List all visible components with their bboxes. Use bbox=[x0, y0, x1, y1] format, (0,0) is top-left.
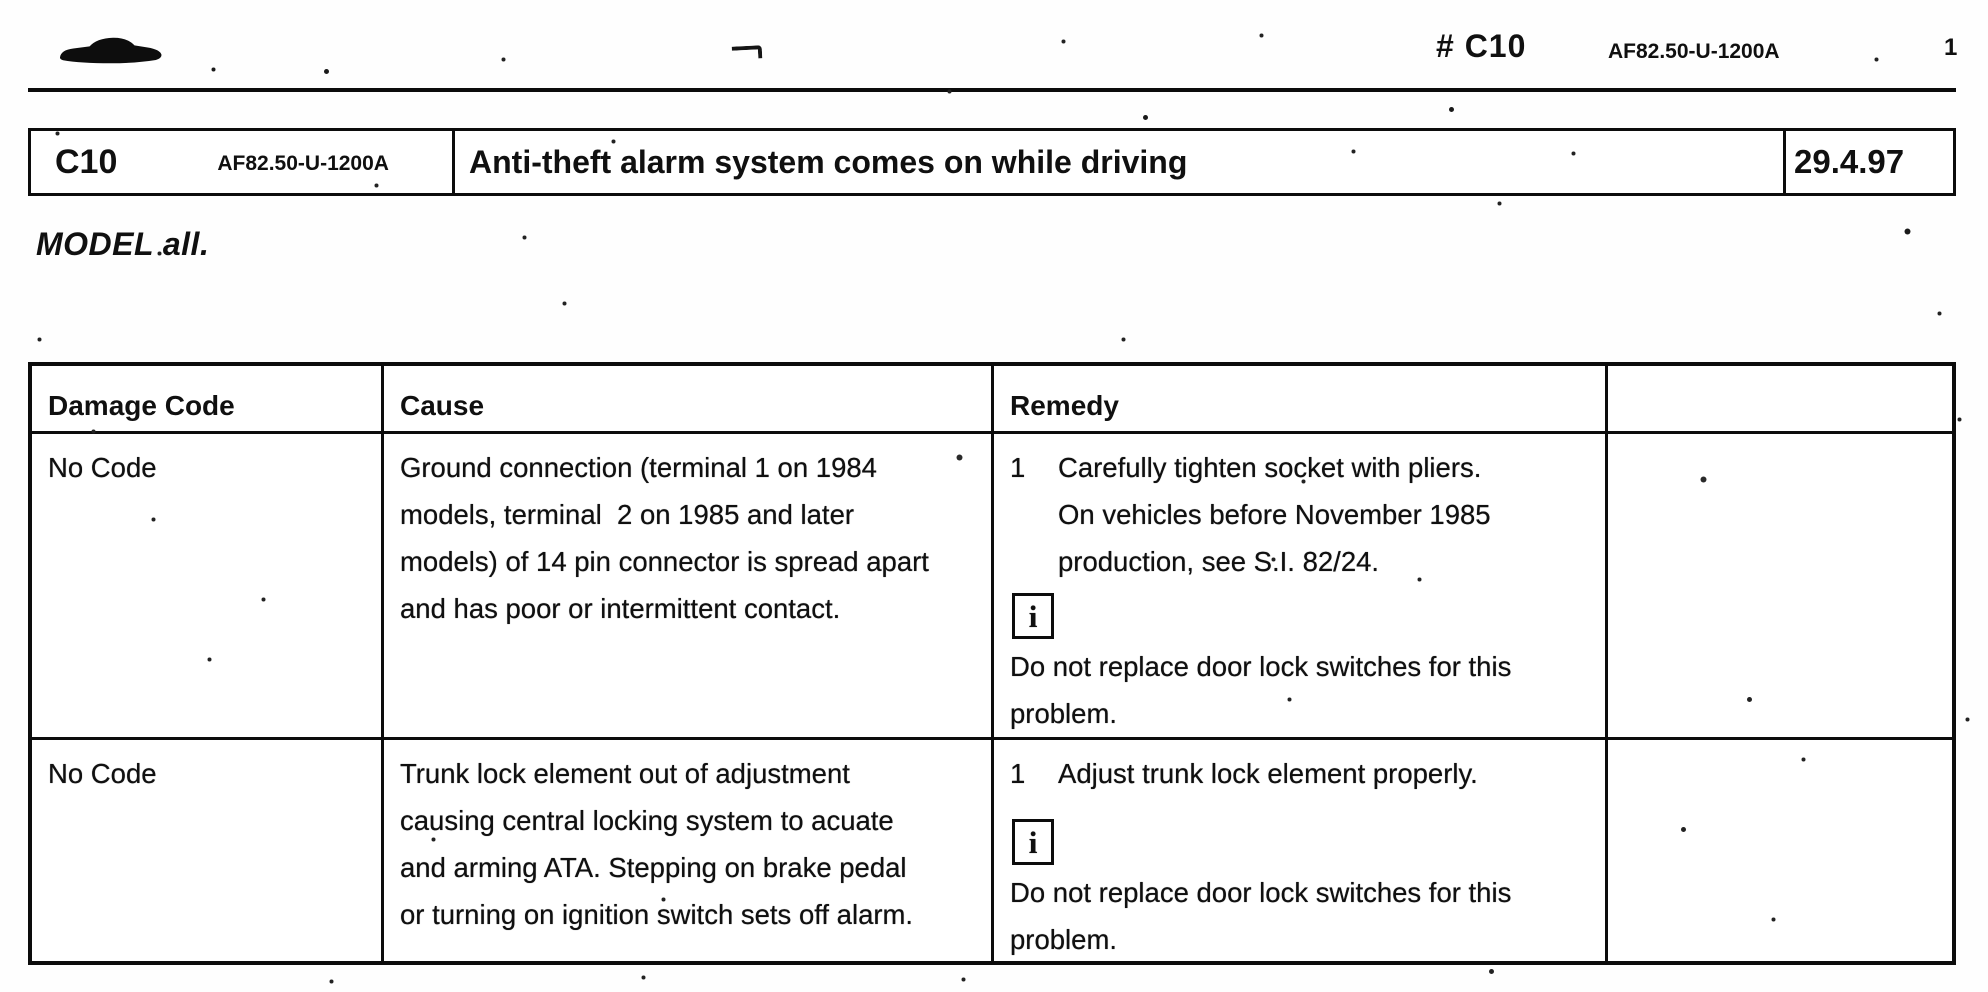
cause-line: causing central locking system to acuate bbox=[400, 805, 894, 836]
remedy-line: production, see S.I. 82/24. bbox=[1058, 546, 1380, 577]
remedy-step bbox=[1010, 750, 1595, 797]
table-row-2-cause bbox=[384, 740, 994, 963]
cause-line: Trunk lock element out of adjustment bbox=[400, 758, 850, 789]
remedy-step-text bbox=[1058, 750, 1595, 797]
damage-table bbox=[28, 362, 1956, 965]
remedy-step-text bbox=[1058, 444, 1595, 585]
table-row-1-cause bbox=[384, 434, 994, 740]
cause-line: and has poor or intermittent contact. bbox=[400, 593, 841, 624]
remedy-line: Adjust trunk lock element properly. bbox=[1058, 758, 1478, 789]
bulletin-title: Anti-theft alarm system comes on while driving bbox=[469, 143, 1188, 180]
title-bar bbox=[28, 128, 1956, 196]
cause-line: and arming ATA. Stepping on brake pedal bbox=[400, 852, 907, 883]
doc-reference: # C10 bbox=[1436, 28, 1527, 64]
info-icon: i bbox=[1012, 819, 1054, 865]
remedy-note-line: Do not replace door lock switches for this bbox=[1010, 651, 1512, 682]
cause-line: models, terminal 2 on 1985 and later bbox=[400, 499, 855, 530]
col-header-empty bbox=[1608, 366, 1952, 434]
remedy-step bbox=[1010, 444, 1595, 585]
remedy-step-number: 1 bbox=[1010, 452, 1026, 483]
table-row-2-remedy bbox=[994, 740, 1608, 963]
table-row-2-damage-code bbox=[32, 740, 384, 963]
bulletin-code: C10 bbox=[55, 142, 118, 181]
page-number: 1 bbox=[1944, 34, 1958, 61]
model-line: MODEL all. bbox=[36, 226, 210, 262]
damage-code-value: No Code bbox=[48, 758, 157, 789]
col-header-damage-code: Damage Code bbox=[32, 366, 384, 434]
col-header-remedy: Remedy bbox=[994, 366, 1608, 434]
bulletin-date: 29.4.97 bbox=[1783, 131, 1953, 193]
col-header-cause: Cause bbox=[384, 366, 994, 434]
title-bar-code-cell bbox=[31, 131, 455, 193]
remedy-line: Carefully tighten socket with pliers. bbox=[1058, 452, 1482, 483]
table-row-1-remedy bbox=[994, 434, 1608, 740]
bulletin-doc-code: AF82.50-U-1200A bbox=[217, 152, 389, 175]
info-icon: i bbox=[1012, 593, 1054, 639]
car-silhouette-icon bbox=[58, 34, 164, 66]
remedy-line: On vehicles before November 1985 bbox=[1058, 499, 1491, 530]
cause-line: or turning on ignition switch sets off alarm. bbox=[400, 899, 914, 930]
table-row-2-empty bbox=[1608, 740, 1952, 963]
table-row-1-empty bbox=[1608, 434, 1952, 740]
cause-line: Ground connection (terminal 1 on 1984 bbox=[400, 452, 877, 483]
damage-code-value: No Code bbox=[48, 452, 157, 483]
remedy-note-line: problem. bbox=[1010, 924, 1117, 955]
table-row-1-damage-code bbox=[32, 434, 384, 740]
scan-noise-mark bbox=[732, 45, 763, 60]
header-rule bbox=[28, 88, 1956, 92]
cause-line: models) of 14 pin connector is spread apart bbox=[400, 546, 929, 577]
remedy-step-number: 1 bbox=[1010, 758, 1026, 789]
remedy-note-line: problem. bbox=[1010, 698, 1117, 729]
remedy-note-line: Do not replace door lock switches for this bbox=[1010, 877, 1512, 908]
doc-code: AF82.50-U-1200A bbox=[1608, 40, 1780, 63]
